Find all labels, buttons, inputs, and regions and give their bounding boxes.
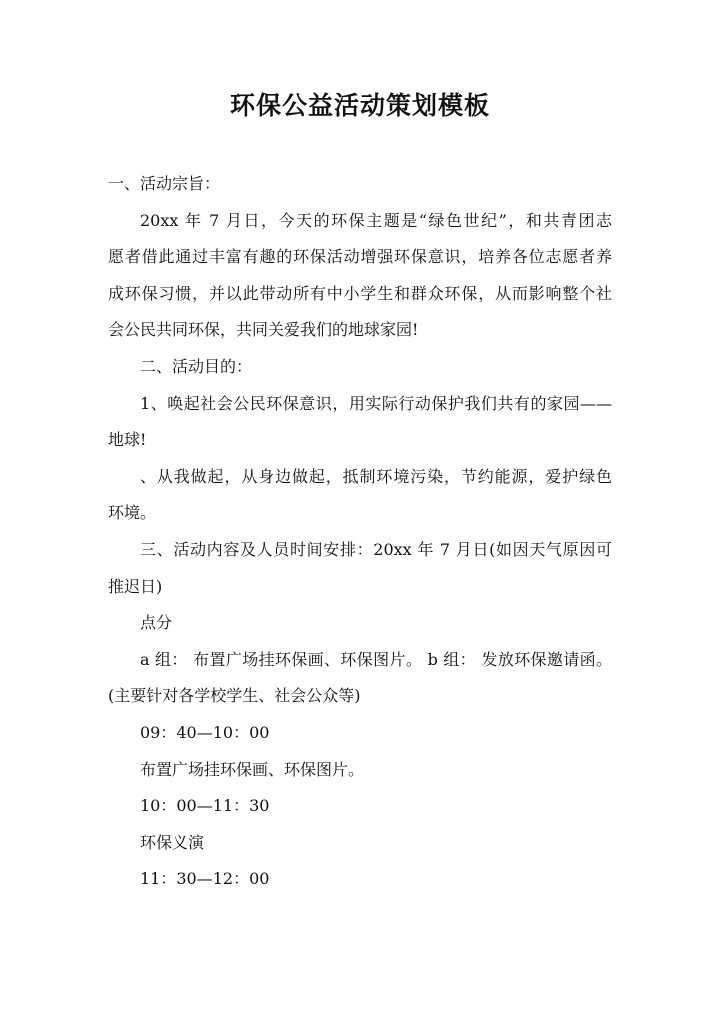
paragraph-line: 愿者借此通过丰富有趣的环保活动增强环保意识，培养各位志愿者养 (108, 247, 612, 266)
section-heading-goals: 二、活动目的： (140, 357, 253, 376)
paragraph-line: 地球! (108, 430, 147, 449)
paragraph-line: 推迟日) (108, 577, 163, 596)
paragraph-line: a 组： 布置广场挂环保画、环保图片。 b 组： 发放环保邀请函。 (140, 650, 612, 669)
paragraph-line: 点分 (140, 613, 173, 632)
paragraph-line: 、从我做起，从身边做起，抵制环境污染，节约能源，爱护绿色 (140, 467, 612, 486)
section-heading-purpose: 一、活动宗旨： (108, 174, 221, 193)
paragraph-line: 1、唤起社会公民环保意识，用实际行动保护我们共有的家园—— (140, 394, 612, 413)
schedule-activity: 环保义演 (140, 833, 205, 852)
paragraph-line: 20xx 年 7 月日，今天的环保主题是“绿色世纪”，和共青团志 (140, 211, 612, 230)
paragraph-line: 会公民共同环保，共同关爱我们的地球家园! (108, 320, 419, 339)
schedule-time: 09：40—10：00 (140, 723, 270, 742)
paragraph-line: 环境。 (108, 503, 157, 522)
section-heading-schedule: 三、活动内容及人员时间安排：20xx 年 7 月日(如因天气原因可 (140, 540, 612, 559)
paragraph-line: (主要针对各学校学生、社会公众等) (108, 686, 361, 705)
paragraph-line: 成环保习惯，并以此带动所有中小学生和群众环保，从而影响整个社 (108, 284, 612, 303)
schedule-activity: 布置广场挂环保画、环保图片。 (140, 760, 365, 779)
schedule-time: 11：30—12：00 (140, 869, 270, 888)
schedule-time: 10：00—11：30 (140, 796, 270, 815)
document-title: 环保公益活动策划模板 (229, 91, 490, 120)
